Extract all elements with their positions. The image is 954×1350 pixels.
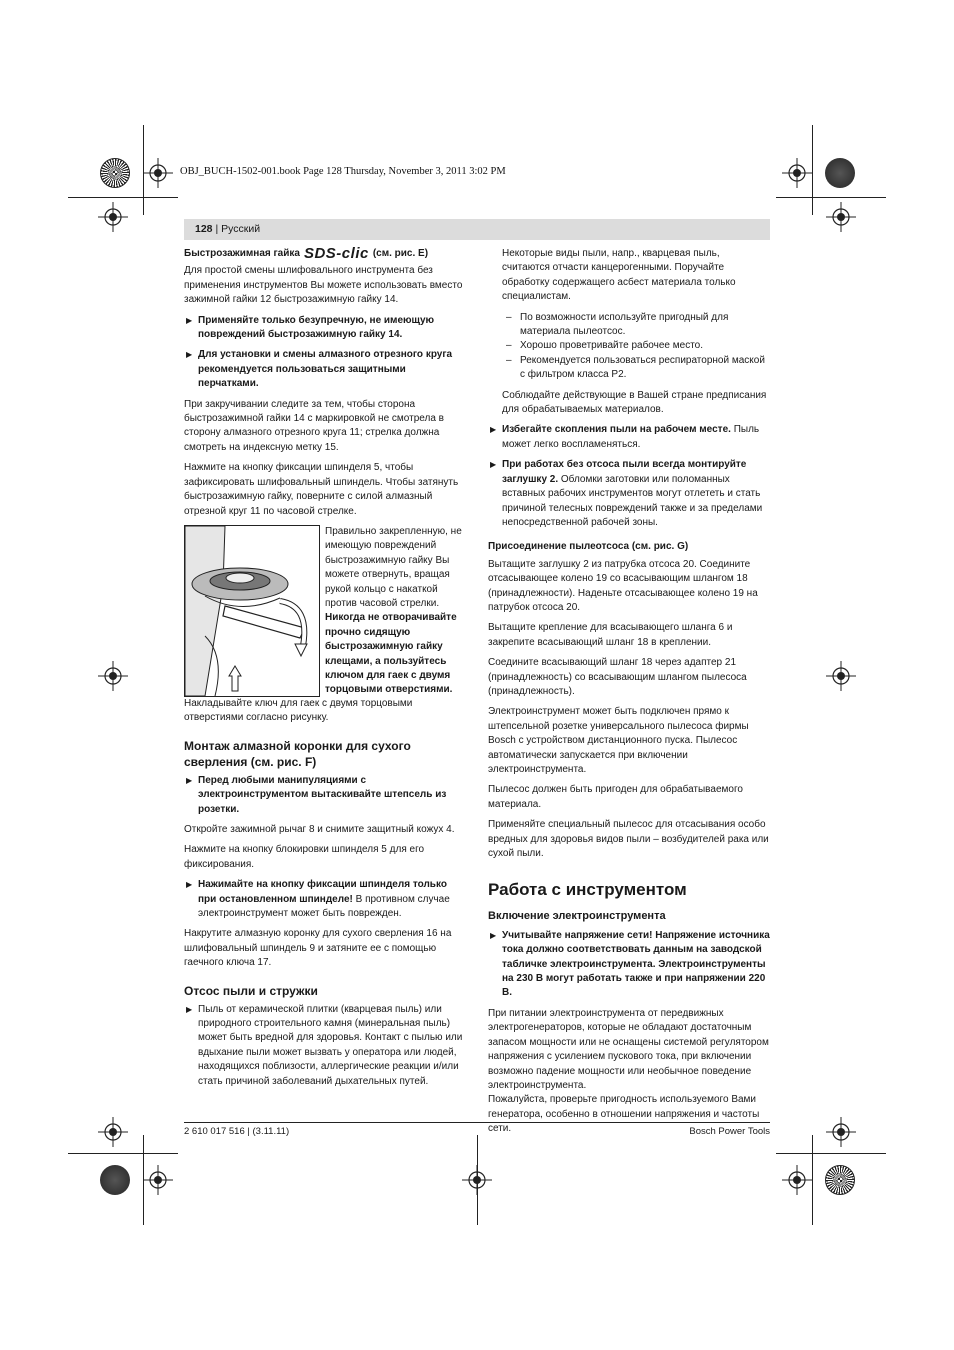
bullet-item: ▶ При работах без отсоса пыли всегда монтируйте заглушку 2. Обломки заготовки или поломанных вставных рабочих инструментов могут отлететь и стать причиной телесных повреждений также и за пределами непосредственной рабочей зоны.: [490, 459, 763, 528]
registration-mark-icon: [782, 158, 812, 188]
crop-line: [812, 125, 813, 215]
footer-brand: Bosch Power Tools: [689, 1126, 770, 1137]
page-header: [195, 223, 260, 235]
crop-line: [68, 1153, 178, 1154]
header-separator: |: [212, 223, 222, 235]
paragraph: Пожалуйста, проверьте пригодность используемого Вами генератора, особенно в отношении напряжения и частоты сети.: [488, 1094, 760, 1135]
dash-item: – Рекомендуется пользоваться респираторной маской с фильтром класса P2.: [506, 354, 765, 381]
right-column: [488, 247, 770, 1143]
page-number: 128: [195, 223, 213, 235]
paragraph: Накрутите алмазную коронку для сухого сверления 16 на шлифовальный шпиндель 9 и затяните ее с помощью гаечного ключа 17.: [184, 928, 452, 969]
dash-item: – По возможности используйте пригодный для материала пылеотсос.: [506, 311, 729, 338]
section-heading-work: Работа с инструментом: [488, 880, 687, 900]
section-heading-core: Монтаж алмазной коронки для сухого сверления (см. рис. F): [184, 738, 411, 769]
registration-mark-icon: [782, 1165, 812, 1195]
paragraph: При питании электроинструмента от передвижных электрогенераторов, которые не обладают достаточным запасом мощности или не оснащены системой регулятором напряжения с усилением пускового тока, при включении возможно падение мощности или необычное поведение электроинструмента.: [488, 1007, 769, 1091]
crop-line: [776, 1153, 886, 1154]
bullet-icon: ▶: [186, 880, 193, 890]
paragraph: Пылесос должен быть пригоден для обрабатываемого материала.: [488, 784, 743, 810]
crop-line: [812, 1135, 813, 1225]
bullet-icon: ▶: [186, 1004, 193, 1014]
registration-mark-icon: [826, 1117, 856, 1147]
registration-mark-icon: [98, 202, 128, 232]
bullet-item: ▶ Учитывайте напряжение сети! Напряжение источника тока должно соответствовать данным на заводской табличке электроинструмента. Электроинструменты на 230 В могут работать также и при напряжении 220 В.: [490, 929, 770, 999]
page-header-bar: [184, 219, 770, 240]
paragraph: Нажмите на кнопку блокировки шпинделя 5 для его фиксирования.: [184, 844, 425, 870]
paragraph: Накладывайте ключ для гаек с двумя торцовыми отверстиями согласно рисунку.: [184, 697, 413, 724]
color-wheel-icon: [100, 158, 130, 188]
wrench-figure: [184, 525, 320, 697]
crop-line: [776, 197, 886, 198]
paragraph: Вытащите заглушку 2 из патрубка отсоса 20. Соедините отсасывающее колено 19 со всасывающим шлангом 18 (принадлежности). Наденьте отсасывающее колено 19 на патрубок отсоса 20.: [488, 558, 758, 613]
paragraph: Соблюдайте действующие в Вашей стране предписания для обрабатываемых материалов.: [502, 389, 767, 416]
bullet-icon: ▶: [490, 930, 497, 940]
paragraph: Соедините всасывающий шланг 18 через адаптер 21 (принадлежность) со всасывающим шлангом пылесоса (принадлежность).: [488, 657, 747, 697]
registration-mark-icon: [826, 661, 856, 691]
color-wheel-icon: [825, 158, 855, 188]
left-column: [184, 247, 466, 1095]
paragraph: Вытащите крепление для всасывающего шланга 6 и закрепите всасывающий шланг 18 в креплении.: [488, 622, 733, 648]
paragraph: Нажмите на кнопку фиксации шпинделя 5, чтобы зафиксировать шлифовальный шпиндель. Чтобы затянуть быстрозажимную гайку, поверните с силой алмазный отрезной круг 11 по часовой стрелке.: [184, 462, 459, 517]
paragraph: Для простой смены шлифовального инструмента без применения инструментов Вы можете использовать вместо зажимной гайки 12 быстрозажимную гайку 14.: [184, 265, 463, 306]
header-language: Русский: [221, 223, 261, 235]
crop-line: [68, 197, 178, 198]
bullet-item: ▶ Избегайте скопления пыли на рабочем месте. Пыль может легко воспламеняться.: [490, 424, 760, 450]
color-wheel-icon: [825, 1165, 855, 1195]
paragraph: При закручивании следите за тем, чтобы сторона быстрозажимной гайки 14 с маркировкой не смотрела в сторону алмазного отрезного круга 11; стрелка должна смотреть на индексную метку 15.: [184, 398, 444, 453]
section-heading-switch-on: Включение электроинструмента: [488, 910, 666, 923]
bullet-icon: ▶: [186, 315, 193, 325]
footer-doc-number: 2 610 017 516 | (3.11.11): [184, 1126, 290, 1137]
bullet-item: ▶ Применяйте только безупречную, не имеющую повреждений быстрозажимную гайку 14.: [186, 314, 435, 341]
color-wheel-icon: [100, 1165, 130, 1195]
section-heading-connect: Присоединение пылеотсоса (см. рис. G): [488, 541, 689, 553]
registration-mark-icon: [98, 661, 128, 691]
crop-line: [477, 1135, 478, 1225]
paragraph: Некоторые виды пыли, напр., кварцевая пыль, считаются отчасти канцерогенными. Поручайте обработку содержащего асбест материала только специалистам.: [502, 248, 736, 303]
paragraph: Откройте зажимной рычаг 8 и снимите защитный кожух 4.: [184, 823, 455, 835]
bullet-item: ▶ Нажимайте на кнопку фиксации шпинделя только при остановленном шпинделе! В противном случае электроинструмент может быть поврежден.: [186, 879, 450, 919]
bullet-item: ▶ Пыль от керамической плитки (кварцевая пыль) или природного строительного камня (минеральная пыль) может быть вредной для здоровья. Контакт с пылью или вдыхание пыли может вызвать у оператора или людей, находящихся поблизости, аллергические реакции и/или стать причиной заболеваний дыхательных путей.: [186, 1003, 463, 1087]
section-heading-dust: Отсос пыли и стружки: [184, 983, 318, 998]
quick-nut-wrench-illustration: [185, 526, 320, 697]
bullet-icon: ▶: [186, 775, 193, 785]
paragraph: Электроинструмент может быть подключен прямо к штепсельной розетке универсального пылесоса фирмы Bosch с устройством дистанционного пуска. Пылесос автоматически запускается при включении электроинструмента.: [488, 706, 749, 775]
figure-caption: Правильно закрепленную, не имеющую повреждений быстрозажимную гайку Вы можете отвернуть, вращая рукой кольцо с накаткой против часовой стрелки. Никогда не отворачивайте прочно сидящую быстрозажимную гайку клещами, а пользуйтесь ключом для гаек с двумя торцовыми отверстиями.: [325, 525, 462, 696]
sds-clic-logo: SDS-clic: [303, 245, 369, 262]
figure-row: [184, 525, 466, 699]
print-info: OBJ_BUCH-1502-001.book Page 128 Thursday, November 3, 2011 3:02 PM: [180, 166, 506, 177]
bullet-item: ▶ Перед любыми манипуляциями с электроинструментом вытаскивайте штепсель из розетки.: [186, 774, 447, 815]
registration-mark-icon: [143, 1165, 173, 1195]
paragraph: Применяйте специальный пылесос для отсасывания особо вредных для здоровья видов пыли – возбудителей рака или сухой пыли.: [488, 819, 769, 860]
bullet-icon: ▶: [490, 425, 497, 435]
bullet-icon: ▶: [186, 350, 193, 360]
bullet-item: ▶ Для установки и смены алмазного отрезного круга рекомендуется пользоваться защитными перчатками.: [186, 349, 453, 390]
registration-mark-icon: [143, 158, 173, 188]
registration-mark-icon: [98, 1117, 128, 1147]
bullet-icon: ▶: [490, 460, 497, 470]
dash-item: – Хорошо проветривайте рабочее место.: [506, 340, 704, 352]
section-heading-quick-nut: Быстрозажимная гайка SDS-clic (см. рис. E): [184, 245, 429, 262]
registration-mark-icon: [826, 202, 856, 232]
footer-rule: [184, 1122, 770, 1123]
